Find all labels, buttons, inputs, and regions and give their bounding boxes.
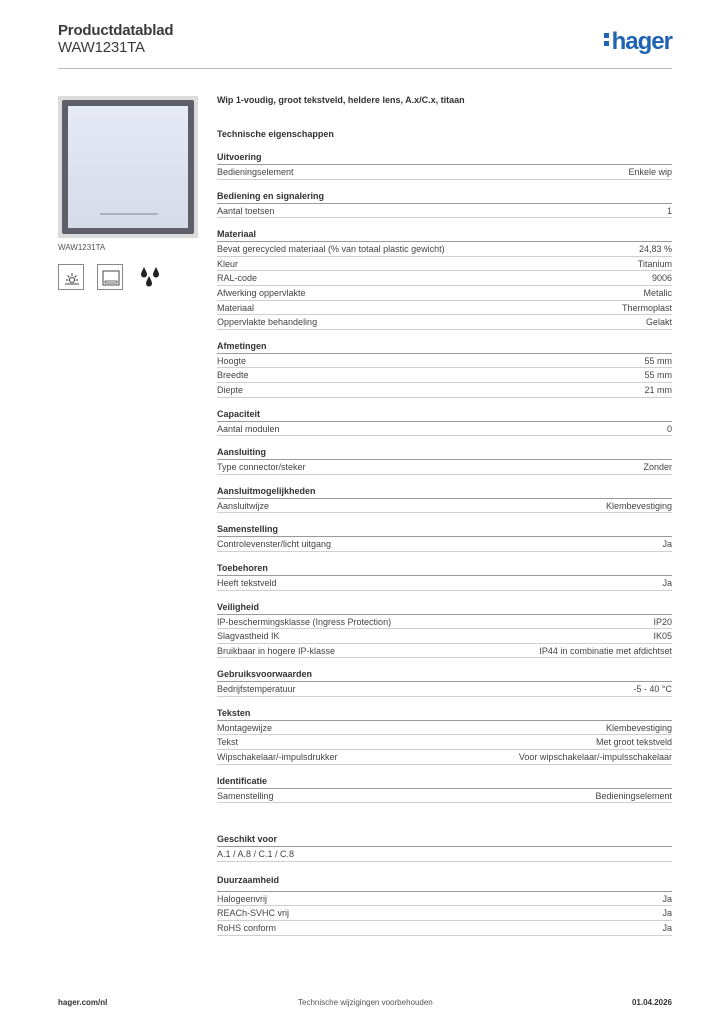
spec-section-title: Teksten [217, 708, 672, 721]
spec-row-value: Met groot tekstveld [595, 737, 672, 748]
spec-row-label: Aantal toetsen [217, 205, 275, 216]
spec-row-label: Bruikbaar in hogere IP-klasse [217, 645, 336, 656]
spec-section-title: Gebruiksvoorwaarden [217, 669, 672, 682]
spec-row [217, 576, 672, 591]
spec-section-title: Bediening en signalering [217, 191, 672, 204]
durability-row [217, 906, 672, 921]
spec-row-label: Aantal modulen [217, 423, 280, 434]
spec-row-label: Wipschakelaar/-impulsdrukker [217, 752, 338, 763]
spec-section-title: Aansluiting [217, 447, 672, 460]
hager-logo [604, 28, 672, 56]
feature-icons [58, 264, 172, 295]
spec-row [217, 460, 672, 475]
spec-row-label: Samenstelling [217, 790, 274, 801]
durability-row-value: Ja [662, 908, 672, 919]
spec-row-label: Slagvastheid IK [217, 631, 280, 642]
spec-row-value: IK05 [653, 631, 672, 642]
spec-row-value: 0 [666, 423, 672, 434]
spec-row-label: Controlevenster/licht uitgang [217, 539, 332, 550]
spec-row-label: Materiaal [217, 302, 255, 313]
water-drops-icon [137, 264, 163, 290]
spec-row [217, 315, 672, 330]
footer-date: 01.04.2026 [631, 998, 672, 1007]
spec-sections [217, 152, 672, 803]
spec-row [217, 368, 672, 383]
spec-row-value: 55 mm [644, 370, 672, 381]
spec-row [217, 735, 672, 750]
spec-row [217, 204, 672, 219]
spec-row [217, 537, 672, 552]
spec-row [217, 499, 672, 514]
durability-row [217, 921, 672, 936]
spec-section [217, 486, 672, 514]
spec-section [217, 602, 672, 659]
product-code: WAW1231TA [58, 39, 145, 56]
spec-row-value: Enkele wip [628, 167, 672, 177]
spec-row-value: Bedieningselement [595, 790, 672, 801]
spec-section-title: Samenstelling [217, 524, 672, 537]
spec-row [217, 271, 672, 286]
spec-row [217, 286, 672, 301]
spec-row-label: Tekst [217, 737, 239, 748]
spec-row [217, 615, 672, 630]
spec-row-label: Oppervlakte behandeling [217, 317, 318, 328]
spec-row-value: 9006 [651, 273, 672, 284]
spec-row-value: Titanium [637, 258, 672, 269]
spec-row-label: Afwerking oppervlakte [217, 287, 306, 298]
durability-row-label: Halogeenvrij [217, 893, 268, 904]
illuminated-icon [58, 264, 84, 290]
spec-section-title: Materiaal [217, 229, 672, 242]
durability-row-value: Ja [662, 923, 672, 934]
product-description: Wip 1-voudig, groot tekstveld, heldere lens, A.x/C.x, titaan [217, 95, 465, 105]
spec-section [217, 776, 672, 804]
spec-row-value: 24,83 % [638, 244, 672, 255]
durability-rows [217, 891, 672, 936]
spec-row-label: Kleur [217, 258, 239, 269]
logo-dots-icon [604, 30, 609, 49]
spec-row [217, 242, 672, 257]
spec-row [217, 789, 672, 804]
spec-row [217, 422, 672, 437]
spec-row-label: Diepte [217, 384, 244, 395]
durability-row-value: Ja [662, 893, 672, 904]
spec-row [217, 750, 672, 765]
durability-row-label: REACh-SVHC vrij [217, 908, 290, 919]
spec-section [217, 341, 672, 398]
spec-row [217, 354, 672, 369]
header-divider [58, 68, 672, 69]
spec-row-label: Bedrijfstemperatuur [217, 684, 296, 695]
spec-row [217, 257, 672, 272]
spec-section [217, 409, 672, 437]
text-field-icon [97, 264, 123, 290]
suitable-for-row [217, 847, 672, 862]
spec-section [217, 524, 672, 552]
spec-section [217, 708, 672, 765]
spec-row [217, 644, 672, 659]
durability-row [217, 892, 672, 907]
spec-section-title: Toebehoren [217, 563, 672, 576]
spec-row-label: RAL-code [217, 273, 258, 284]
durability-row-label: RoHS conform [217, 923, 277, 934]
spec-section [217, 563, 672, 591]
spec-row-label: Hoogte [217, 355, 247, 366]
spec-row [217, 682, 672, 697]
logo-text: hager [611, 28, 672, 55]
footer-disclaimer: Technische wijzigingen voorbehouden [298, 998, 433, 1007]
durability-title: Duurzaamheid [217, 874, 280, 885]
spec-row-value: -5 - 40 °C [633, 684, 672, 695]
spec-row-value: Ja [662, 577, 672, 588]
spec-row-value: Voor wipschakelaar/-impulsschakelaar [518, 752, 672, 763]
spec-row-value: 21 mm [644, 384, 672, 395]
spec-row-value: Ja [662, 539, 672, 550]
spec-row [217, 165, 672, 180]
spec-area [217, 95, 672, 947]
spec-row-value: Klembevestiging [605, 722, 672, 733]
spec-row [217, 301, 672, 316]
spec-row-label: Montagewijze [217, 722, 273, 733]
spec-row-value: 1 [666, 205, 672, 216]
spec-row-value: Zonder [643, 462, 672, 473]
spec-row [217, 721, 672, 736]
spec-section-title: Identificatie [217, 776, 672, 789]
spec-row-value: IP20 [653, 616, 672, 627]
suitable-for-title: Geschikt voor [217, 834, 672, 847]
product-image-rocker [68, 106, 188, 228]
product-image-label: WAW1231TA [58, 243, 106, 252]
spec-row-value: 55 mm [644, 355, 672, 366]
spec-row-label: IP-beschermingsklasse (Ingress Protection) [217, 616, 392, 627]
spec-section [217, 229, 672, 330]
spec-section-title: Veiligheid [217, 602, 672, 615]
spec-section [217, 447, 672, 475]
page-title: Productdatablad [58, 22, 174, 39]
spec-row-value: Klembevestiging [605, 500, 672, 511]
spec-section [217, 669, 672, 697]
spec-row-label: Bedieningselement [217, 167, 294, 177]
spec-row [217, 383, 672, 398]
product-image-text-slot [100, 213, 158, 215]
spec-section [217, 191, 672, 219]
spec-section-title: Capaciteit [217, 409, 672, 422]
spec-row-label: Type connector/steker [217, 462, 306, 473]
spec-row [217, 629, 672, 644]
suitable-for-value: A.1 / A.8 / C.1 / C.8 [217, 849, 295, 860]
spec-section-title: Afmetingen [217, 341, 672, 354]
tech-properties-title: Technische eigenschappen [217, 129, 334, 139]
spec-row-label: Breedte [217, 370, 249, 381]
spec-row-label: Aansluitwijze [217, 500, 270, 511]
spec-section [217, 152, 672, 180]
spec-section-title: Aansluitmogelijkheden [217, 486, 672, 499]
footer-website: hager.com/nl [58, 998, 108, 1007]
spec-row-label: Heeft tekstveld [217, 577, 277, 588]
spec-row-value: Gelakt [645, 317, 672, 328]
spec-row-value: IP44 in combinatie met afdichtset [539, 645, 672, 656]
spec-section-title: Uitvoering [217, 152, 672, 165]
spec-row-label: Bevat gerecycled materiaal (% van totaal plastic gewicht) [217, 244, 445, 255]
spec-row-value: Metalic [643, 287, 672, 298]
spec-row-value: Thermoplast [621, 302, 672, 313]
